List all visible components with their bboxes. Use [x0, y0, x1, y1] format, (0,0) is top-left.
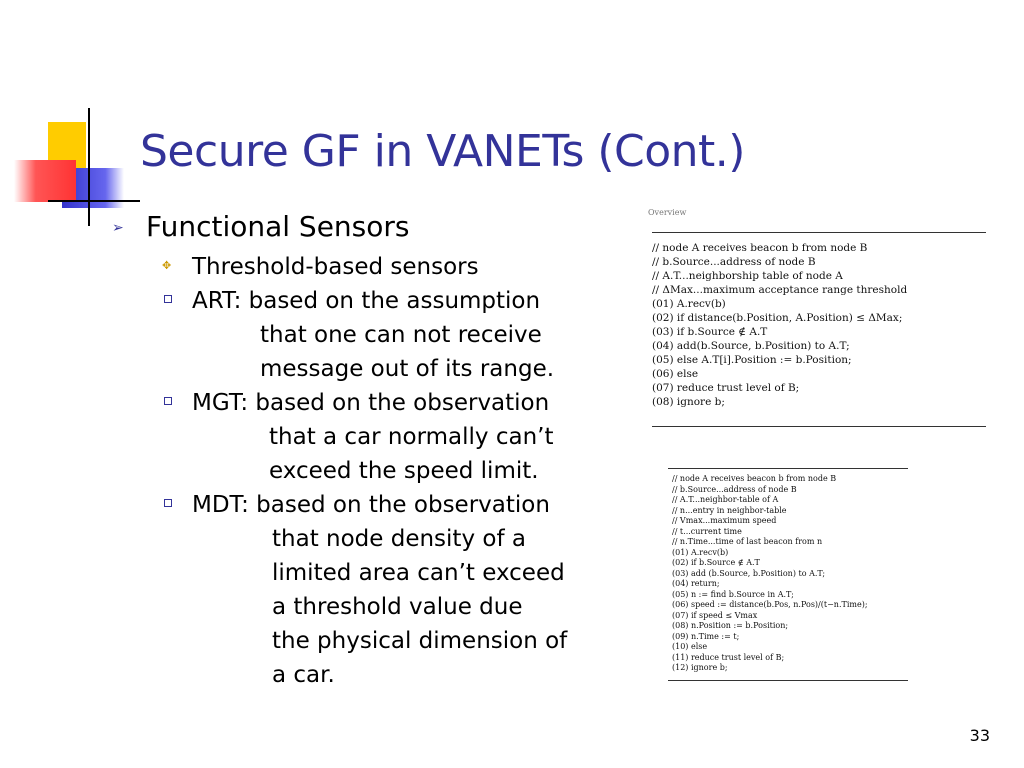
code-line: (08) ignore b; [652, 396, 725, 408]
code-line: // ΔMax...maximum acceptance range threshold [652, 284, 908, 296]
code-line: (04) add(b.Source, b.Position) to A.T; [652, 340, 850, 352]
square-bullet-icon [164, 295, 172, 303]
diamond-bullet-icon: ✥ [162, 259, 172, 272]
code-line: (10) else [672, 642, 708, 651]
code-line: (01) A.recv(b) [672, 547, 729, 557]
code-line: (09) n.Time := t; [672, 631, 740, 641]
code-line: (06) speed := distance(b.Pos, n.Pos)/(t−n.Time); [672, 600, 868, 609]
square-bullet-icon [164, 499, 172, 507]
bullet-art-line3: message out of its range. [260, 356, 555, 382]
code-line: (06) else [652, 368, 699, 380]
code-line: // Vmax...maximum speed [672, 516, 777, 525]
logo-horizontal-line [48, 200, 140, 202]
code-line: // A.T...neighbor-table of A [672, 495, 779, 504]
code-line: (05) n := find b.Source in A.T; [672, 589, 794, 599]
bullet-art: ART: based on the assumption [168, 284, 540, 318]
code-line: // b.Source...address of node B [672, 484, 797, 494]
code-line: // n.Time...time of last beacon from n [672, 537, 823, 546]
bullet-mdt-line3: limited area can’t exceed [272, 560, 565, 586]
code-line: (04) return; [672, 579, 720, 588]
listing-header: Overview [648, 208, 687, 217]
code-line: // node A receives beacon b from node B [652, 242, 868, 254]
logo-red-square [14, 160, 76, 202]
bullet-mgt-line3: exceed the speed limit. [269, 458, 539, 484]
bullet-mdt-line4: a threshold value due [272, 594, 523, 620]
art-algorithm-listing [648, 208, 988, 430]
code-line: (11) reduce trust level of B; [672, 652, 785, 662]
bullet-art-line2: that one can not receive [260, 322, 542, 348]
code-line: // n...entry in neighbor-table [672, 505, 787, 515]
logo-vertical-line [88, 108, 90, 226]
square-bullet-icon [164, 397, 172, 405]
code-line: // t...current time [672, 526, 742, 536]
code-line: (01) A.recv(b) [652, 298, 726, 310]
bullet-mdt-line2: that node density of a [272, 526, 526, 552]
code-line: // node A receives beacon b from node B [672, 474, 837, 483]
code-line: (07) if speed ≤ Vmax [672, 610, 758, 620]
bullet-mdt-line5: the physical dimension of [272, 628, 568, 654]
bullet-level1: ➢ Functional Sensors [112, 210, 410, 243]
arrow-bullet-icon: ➢ [112, 220, 124, 236]
bullet-threshold: ✥ Threshold-based sensors [168, 250, 479, 284]
code-line: (02) if distance(b.Position, A.Position) ≤ ΔMax; [652, 312, 903, 324]
code-line: (03) if b.Source ∉ A.T [652, 326, 768, 338]
code-line: (03) add (b.Source, b.Position) to A.T; [672, 568, 826, 578]
mgt-algorithm-listing [668, 464, 910, 686]
listing-top-rule [652, 232, 986, 233]
listing-bottom-rule [668, 680, 908, 681]
code-line: (12) ignore b; [672, 663, 728, 672]
code-line: // A.T...neighborship table of node A [652, 270, 843, 282]
code-line: (08) n.Position := b.Position; [672, 621, 789, 630]
code-line: (07) reduce trust level of B; [652, 382, 800, 394]
code-line: // b.Source...address of node B [652, 256, 816, 268]
page-number: 33 [969, 726, 990, 745]
code-line: (05) else A.T[i].Position := b.Position; [652, 354, 852, 366]
code-line: (02) if b.Source ∉ A.T [672, 558, 760, 567]
listing-bottom-rule [652, 426, 986, 427]
listing-top-rule [668, 468, 908, 469]
bullet-mdt: MDT: based on the observation [168, 488, 550, 522]
bullet-mdt-line6: a car. [272, 662, 335, 688]
bullet-mgt: MGT: based on the observation [168, 386, 549, 420]
bullet-mgt-line2: that a car normally can’t [269, 424, 554, 450]
slide-title: Secure GF in VANETs (Cont.) [140, 126, 745, 177]
